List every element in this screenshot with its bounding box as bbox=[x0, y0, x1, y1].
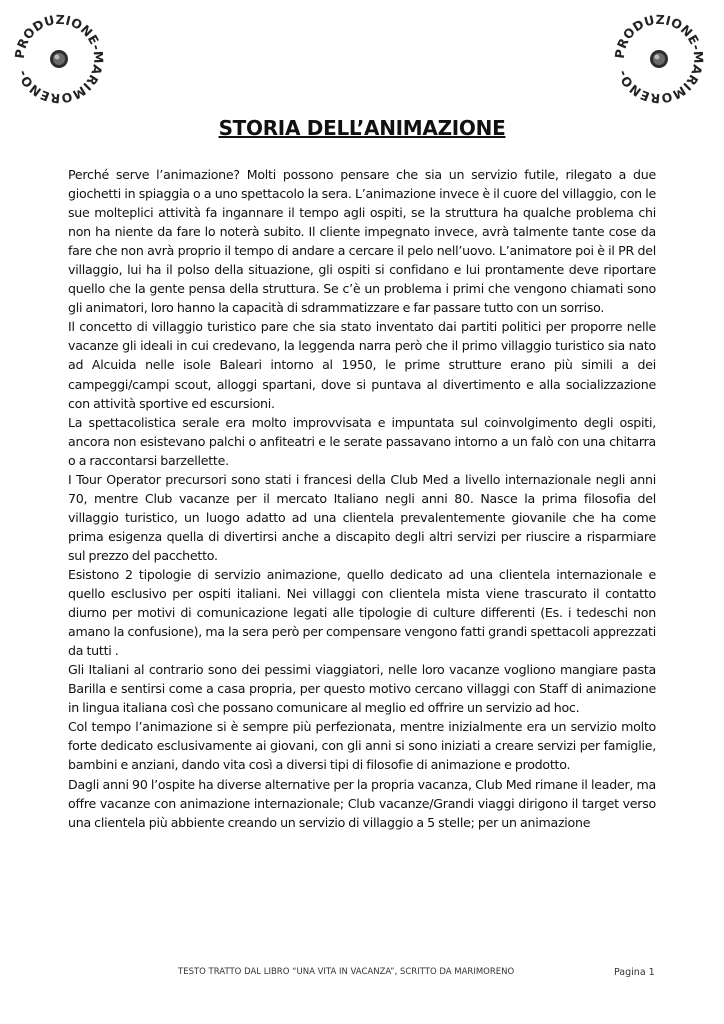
logo-right bbox=[612, 12, 706, 106]
logo-text: PRODUZIONE-MARIMORENO- bbox=[612, 12, 706, 106]
paragraph: Il concetto di villaggio turistico pare che sia stato inventato dai partiti politici per proporre nelle vacanze gli ideali in cui credevano, la leggenda narra però che il primo villaggio turistico sia nato ad Alcuida nelle isole Baleari intorno al 1950, le prime strutture erano più simili a dei campeggi/campi scout, alloggi spartani, dove si puntava al divertimento e alla socializzazione con attività sportive ed escursioni. bbox=[68, 319, 656, 411]
produzione-marimoreno-seal bbox=[12, 12, 106, 106]
paragraph: Perché serve l’animazione? Molti possono pensare che sia un servizio futile, rilegato a due giochetti in spiaggia o a uno spettacolo la sera. L’animazione invece è il cuore del villaggio, con le sue molteplici attività fa ingannare il tempo agli ospiti, se la struttura ha qualche problema chi non ha niente da fare lo noterà subito. Il cliente impegnato invece, avrà talmente tante cose da fare che non avrà proprio il tempo di andare a cercare il pelo nell’uovo. L’animatore poi è il PR del villaggio, lui ha il polso della situazione, gli ospiti si confidano e lui prontamente deve riportare quello che la gente pensa della struttura. Se c’è un problema i primi che vengono chiamati sono gli animatori, loro hanno la capacità di sdrammatizzare e far passare tutto con un sorriso. bbox=[68, 167, 656, 316]
page-title: STORIA DELL’ANIMAZIONE bbox=[218, 116, 506, 140]
produzione-marimoreno-seal bbox=[612, 12, 706, 106]
footer-source: TESTO TRATTO DAL LIBRO “UNA VITA IN VACANZA”, SCRITTO DA MARIMORENO bbox=[178, 967, 515, 977]
document-body bbox=[68, 165, 656, 832]
paragraph: I Tour Operator precursori sono stati i francesi della Club Med a livello internazionale negli anni 70, mentre Club vacanze per il mercato Italiano negli anni 80. Nasce la prima filosofia del villaggio turistico, un luogo adatto ad una clientela prevalentemente giovanile che ha come prima esigenza quella di divertirsi anche a discapito degli altri servizi per riuscire a risparmiare sul prezzo del pacchetto. bbox=[68, 471, 656, 563]
page-number: Pagina 1 bbox=[614, 967, 655, 978]
paragraph: Col tempo l’animazione si è sempre più perfezionata, mentre inizialmente era un servizio molto forte dedicato esclusivamente ai giovani, con gli anni si sono iniziati a creare servizi per famiglie, bambini e anziani, dando vita così a diversi tipi di filosofie di animazione e prodotto. bbox=[68, 719, 656, 773]
paragraph: Esistono 2 tipologie di servizio animazione, quello dedicato ad una clientela internazionale e quello esclusivo per ospiti italiani. Nei villaggi con clientela mista viene trascurato il contatto diurno per motivi di comunicazione legati alle tipologie di culture differenti (Es. i tedeschi non amano la confusione), ma la sera però per compensare vengono fatti grandi spettacoli apprezzati da tutti . bbox=[68, 566, 656, 659]
logo-left bbox=[12, 12, 106, 106]
paragraph: Dagli anni 90 l’ospite ha diverse alternative per la propria vacanza, Club Med rimane il leader, ma offre vacanze con animazione internazionale; Club vacanze/Grandi viaggi dirigono il target verso una clientela più abbiente creando un servizio di villaggio a 5 stelle; per un animazione bbox=[68, 776, 656, 830]
logo-text: PRODUZIONE-MARIMORENO- bbox=[12, 12, 106, 106]
paragraph: La spettacolistica serale era molto improvvisata e impuntata sul coinvolgimento degli ospiti, ancora non esistevano palchi o anfiteatri e le serate passavano intorno a un falò con una chitarra o a raccontarsi barzellette. bbox=[68, 414, 656, 468]
paragraph: Gli Italiani al contrario sono dei pessimi viaggiatori, nelle loro vacanze vogliono mangiare pasta Barilla e sentirsi come a casa propria, per questo motivo cercano villaggi con Staff di animazione in lingua italiana così che possano comunicare al meglio ed offrire un servizio ad hoc. bbox=[68, 662, 656, 716]
